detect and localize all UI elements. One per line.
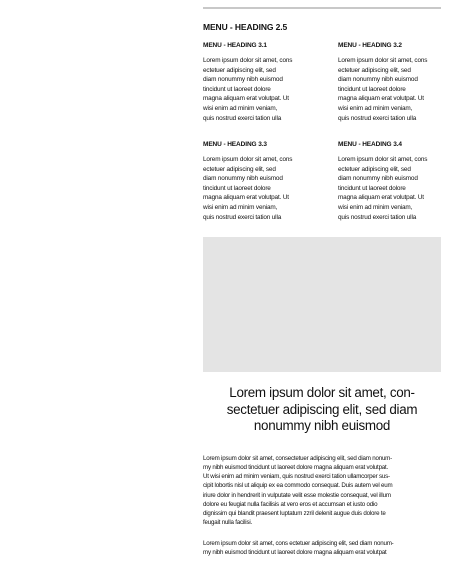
- column-text: Lorem ipsum dolor sit amet, cons ectetuer adipiscing elit, sed diam nonummy nibh euismod tincidunt ut laoreet dolore magna aliquam erat volutpat. Ut wisi enim ad minim veniam, quis nostrud exerci tation ulla: [338, 57, 428, 122]
- column-title: MENU - HEADING 3.3: [203, 141, 267, 148]
- article-paragraph: Lorem ipsum dolor sit amet, consectetuer adipiscing elit, sed diam nonum- my nibh euismod tincidunt ut laoreet dolore magna aliquam erat volutpat. Ut wisi enim ad minim veniam, quis nostrud exerci tation ullamcorper sus- cipit lobortis nisl ut aliquip ex ea commodo consequat. Duis autem vel eum iriure dolor in hendrerit in vulputate velit esse molestie consequat, vel illum dolore eu feugiat nulla facilisis at vero eros et accumsan et iusto odio dignissim qui blandit praesent luptatum zzril delenit augue duis dolore te feugait nulla facilisi.: [203, 455, 393, 527]
- menu-column: [203, 141, 311, 222]
- image-placeholder: [203, 237, 441, 372]
- column-title: MENU - HEADING 3.1: [203, 42, 267, 49]
- menu-column: [203, 42, 311, 123]
- column-text: Lorem ipsum dolor sit amet, cons ectetuer adipiscing elit, sed diam nonummy nibh euismod tincidunt ut laoreet dolore magna aliquam erat volutpat. Ut wisi enim ad minim veniam, quis nostrud exerci tation ulla: [338, 156, 428, 221]
- article-paragraph: Lorem ipsum dolor sit amet, cons ectetuer adipiscing elit, sed diam nonum- my nibh euismod tincidunt ut laoreet dolore magna aliquam erat volutpat: [203, 540, 394, 557]
- menu-heading: MENU - HEADING 2.5: [203, 22, 288, 32]
- column-text: Lorem ipsum dolor sit amet, cons ectetuer adipiscing elit, sed diam nonummy nibh euismod tincidunt ut laoreet dolore magna aliquam erat volutpat. Ut wisi enim ad minim veniam, quis nostrud exerci tation ulla: [203, 57, 293, 122]
- column-title: MENU - HEADING 3.2: [338, 42, 402, 49]
- article-heading: Lorem ipsum dolor sit amet, con- sectetuer adipiscing elit, sed diam nonummy nibh euismod: [226, 385, 418, 433]
- menu-column: [338, 42, 446, 123]
- top-divider: [203, 7, 441, 9]
- column-text: Lorem ipsum dolor sit amet, cons ectetuer adipiscing elit, sed diam nonummy nibh euismod tincidunt ut laoreet dolore magna aliquam erat volutpat. Ut wisi enim ad minim veniam, quis nostrud exerci tation ulla: [203, 156, 293, 221]
- column-title: MENU - HEADING 3.4: [338, 141, 402, 148]
- menu-column: [338, 141, 446, 222]
